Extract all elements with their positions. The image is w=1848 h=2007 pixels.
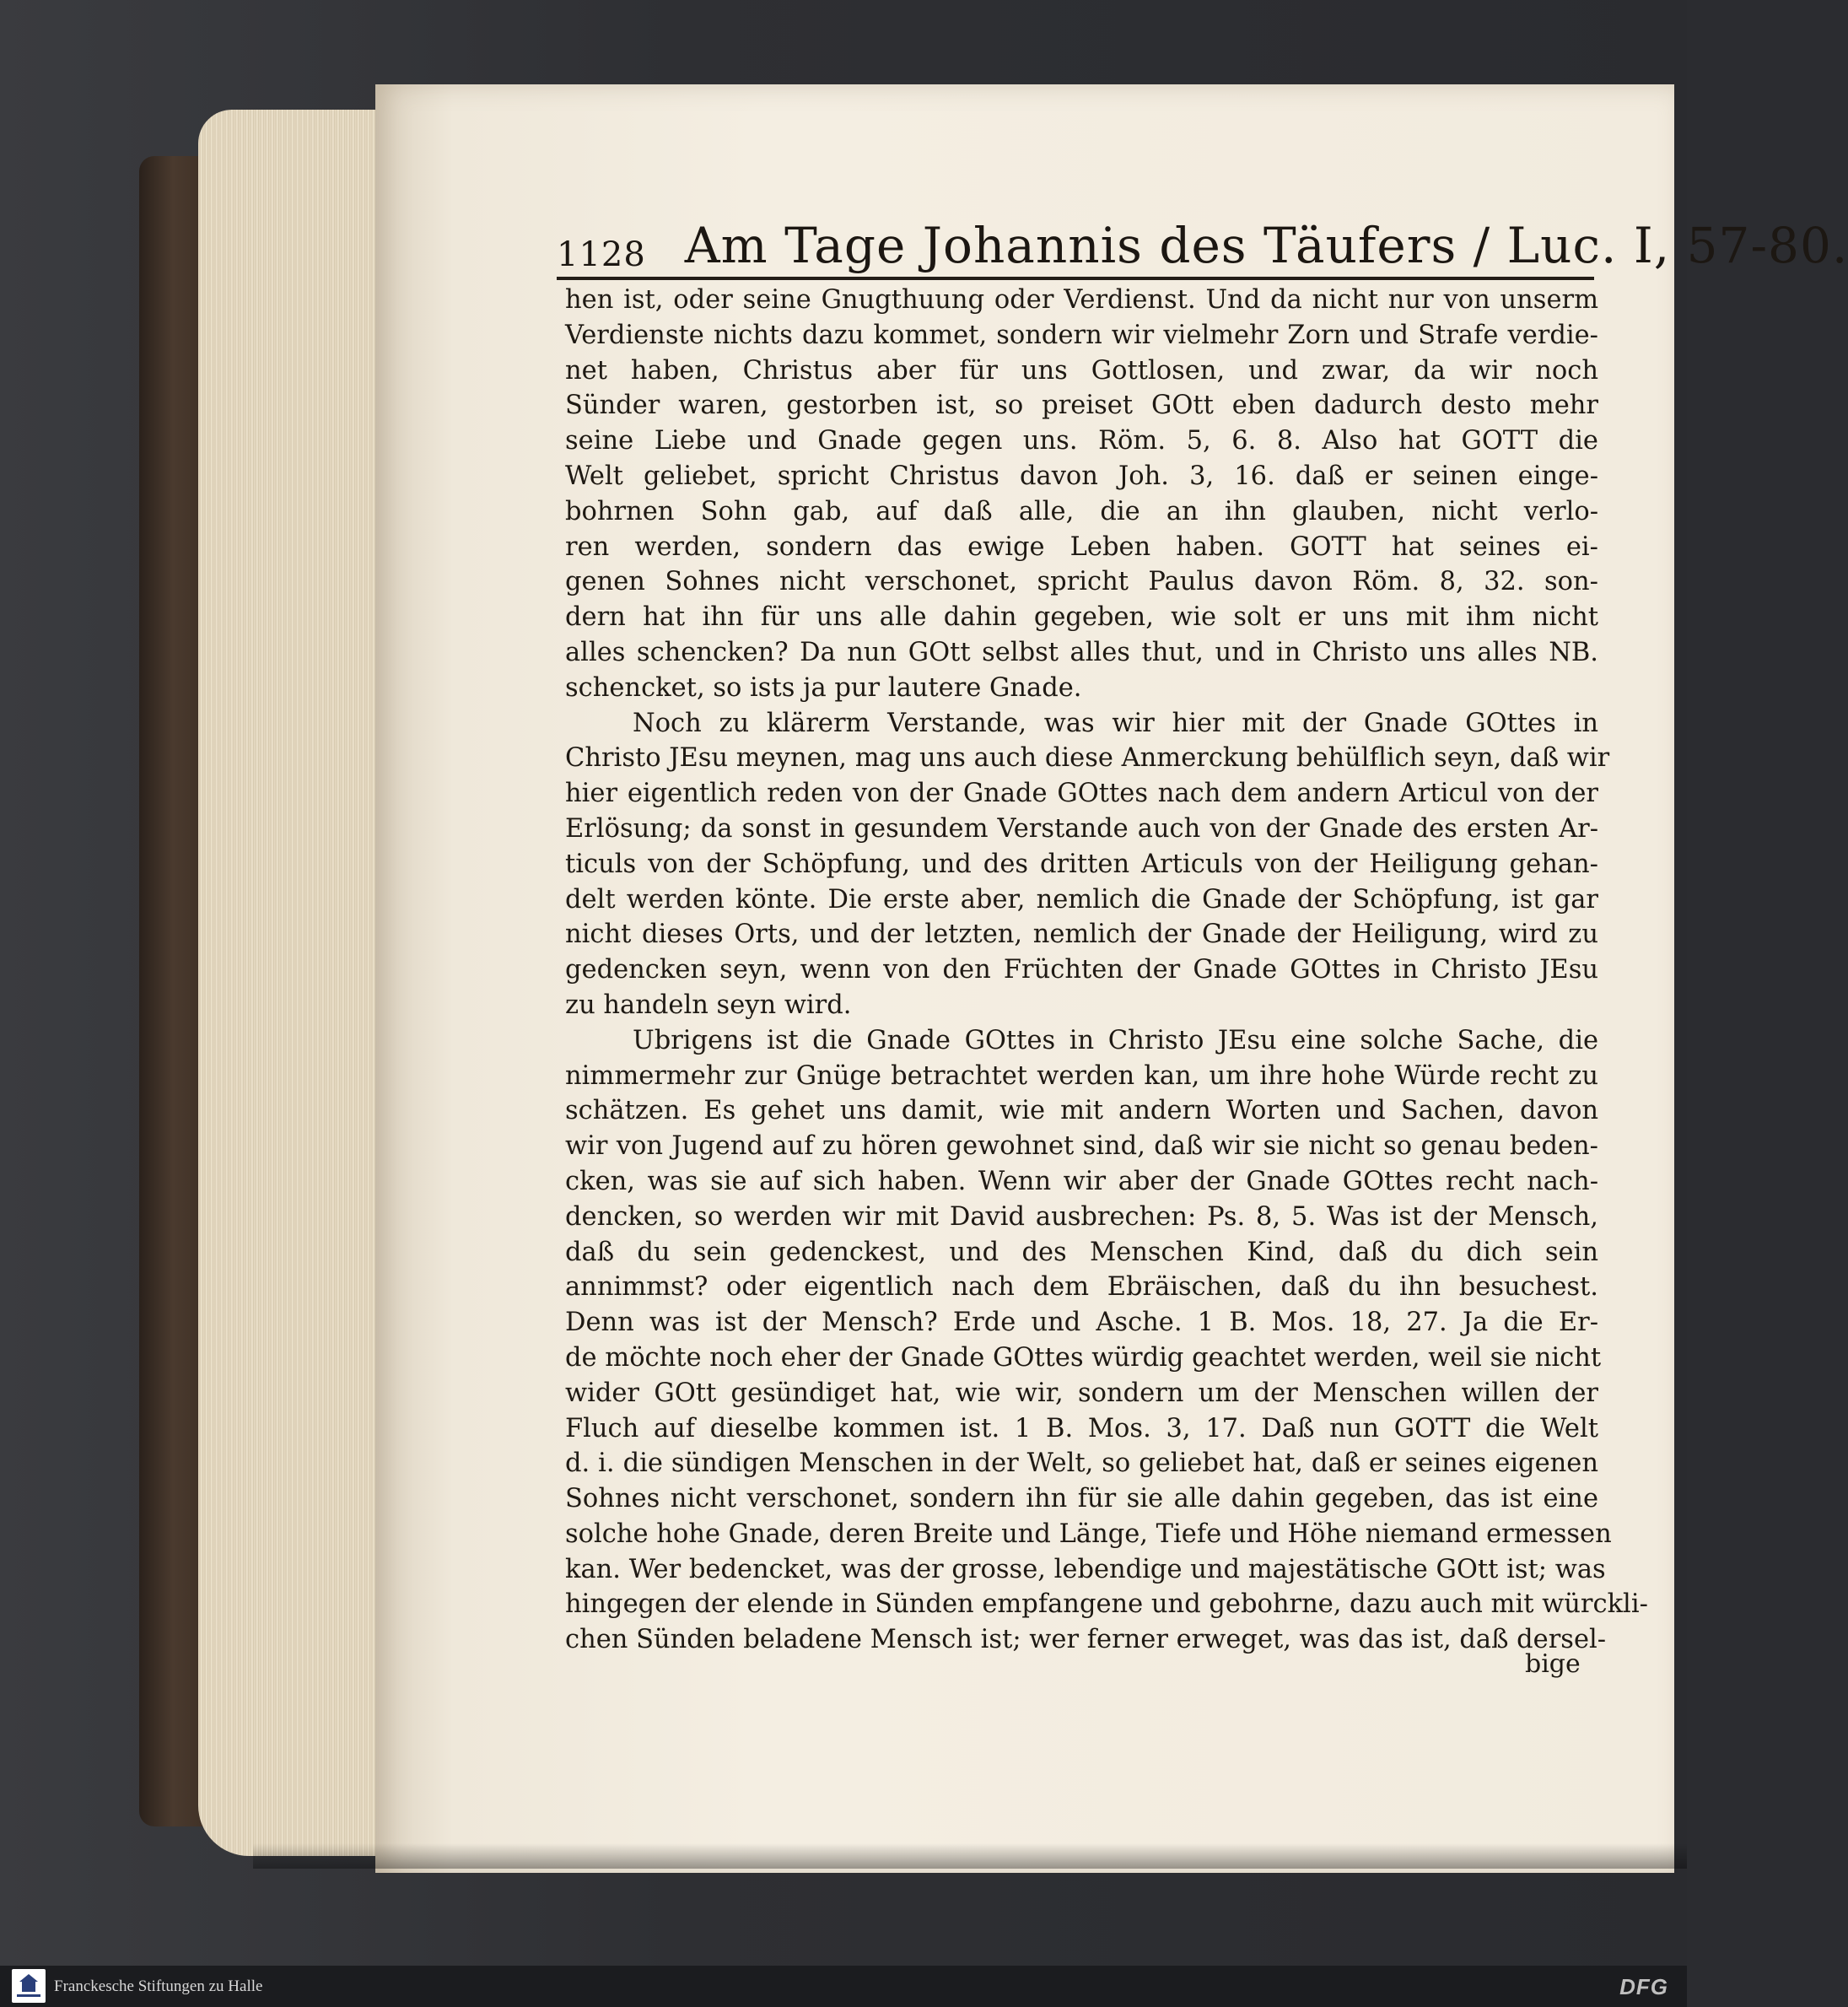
text-line: Noch zu klärerm Verstande, was wir hier mit der Gnade GOttes in [633,708,1598,738]
text-line: delt werden könte. Die erste aber, nemlich die Gnade der Schöpfung, ist gar [565,884,1598,914]
catchword: bige [1525,1649,1581,1679]
text-line: schätzen. Es gehet uns damit, wie mit andern Worten und Sachen, davon [565,1096,1598,1126]
text-line: net haben, Christus aber für uns Gottlosen, und zwar, da wir noch [565,355,1598,386]
running-head [557,207,1848,274]
text-line: nicht dieses Orts, und der letzten, nemlich der Gnade der Heiligung, wird zu [565,920,1598,950]
text-line: zu handeln seyn wird. [565,990,852,1020]
institution-name[interactable]: Franckesche Stiftungen zu Halle [54,1977,263,1995]
text-line: Fluch auf dieselbe kommen ist. 1 B. Mos. 3, 17. Daß nun GOTT die Welt [565,1413,1598,1443]
text-line: gedencken seyn, wenn von den Früchten der Gnade GOttes in Christo JEsu [565,955,1598,985]
page-number: 1128 [557,235,646,274]
text-line: chen Sünden beladene Mensch ist; wer ferner erweget, was das ist, daß dersel- [565,1625,1607,1655]
text-line: Denn was ist der Mensch? Erde und Asche. 1 B. Mos. 18, 27. Ja die Er- [565,1308,1598,1338]
text-line: alles schencken? Da nun GOtt selbst alles thut, und in Christo uns alles NB. [565,637,1598,667]
text-line: Sünder waren, gestorben ist, so preiset GOtt eben dadurch desto mehr [565,391,1598,421]
text-line: de möchte noch eher der Gnade GOttes würdig geachtet werden, weil sie nicht [565,1342,1602,1373]
text-line: daß du sein gedenckest, und des Menschen Kind, daß du dich sein [565,1237,1598,1267]
text-line: Verdienste nichts dazu kommet, sondern wir vielmehr Zorn und Strafe verdie- [565,320,1598,350]
institution-logo-icon[interactable] [12,1969,46,2003]
text-line: bohrnen Sohn gab, auf daß alle, die an ihn glauben, nicht verlo- [565,496,1598,526]
header-rule [557,277,1594,280]
text-line: genen Sohnes nicht verschonet, spricht Paulus davon Röm. 8, 32. son- [565,567,1598,597]
text-line: nimmermehr zur Gnüge betrachtet werden kan, um ihre hohe Würde recht zu [565,1060,1598,1091]
text-line: wir von Jugend auf zu hören gewohnet sind, daß wir sie nicht so genau beden- [565,1131,1598,1162]
text-line: schencket, so ists ja pur lautere Gnade. [565,672,1082,703]
text-line: wider GOtt gesündiget hat, wie wir, sondern um der Menschen willen der [565,1378,1598,1408]
text-line: Christo JEsu meynen, mag uns auch diese Anmerckung behülflich seyn, daß wir [565,743,1610,774]
text-line: d. i. die sündigen Menschen in der Welt, so geliebet hat, daß er seines eigenen [565,1449,1598,1479]
text-line: ren werden, sondern das ewige Leben haben. GOTT hat seines ei- [565,531,1598,562]
viewer-footer [0,1966,1687,2007]
text-line: Sohnes nicht verschonet, sondern ihn für sie alle dahin gegeben, das ist eine [565,1484,1598,1514]
text-line: dencken, so werden wir mit David ausbrechen: Ps. 8, 5. Was ist der Mensch, [565,1201,1598,1232]
text-line: Ubrigens ist die Gnade GOttes in Christo JEsu eine solche Sache, die [633,1025,1598,1055]
page-edges [198,110,380,1856]
running-head-title: Am Tage Johannis des Täufers / Luc. I, 57-80. [684,217,1848,274]
text-line: hier eigentlich reden von der Gnade GOttes nach dem andern Articul von der [565,779,1598,809]
text-line: dern hat ihn für uns alle dahin gegeben, wie solt er uns mit ihm nicht [565,602,1598,633]
text-line: ticuls von der Schöpfung, und des dritten Articuls von der Heiligung gehan- [565,849,1598,879]
text-line: hen ist, oder seine Gnugthuung oder Verdienst. Und da nicht nur von unserm [565,285,1598,315]
page-shadow [253,1843,1687,1869]
text-line: annimmst? oder eigentlich nach dem Ebräischen, daß du ihn besuchest. [565,1272,1598,1303]
text-line: solche hohe Gnade, deren Breite und Länge, Tiefe und Höhe niemand ermessen [565,1519,1612,1549]
text-line: cken, was sie auf sich haben. Wenn wir aber der Gnade GOttes recht nach- [565,1166,1598,1196]
text-line: hingegen der elende in Sünden empfangene und gebohrne, dazu auch mit würckli- [565,1589,1648,1620]
text-line: Erlösung; da sonst in gesundem Verstande auch von der Gnade des ersten Ar- [565,813,1598,844]
text-line: kan. Wer bedencket, was der grosse, lebendige und majestätische GOtt ist; was [565,1554,1606,1584]
body-text [565,283,1648,1658]
dfg-logo[interactable]: DFG [1619,1974,1668,1999]
text-line: seine Liebe und Gnade gegen uns. Röm. 5, 6. 8. Also hat GOTT die [565,426,1598,456]
text-line: Welt geliebet, spricht Christus davon Joh. 3, 16. daß er seinen einge- [565,461,1598,491]
